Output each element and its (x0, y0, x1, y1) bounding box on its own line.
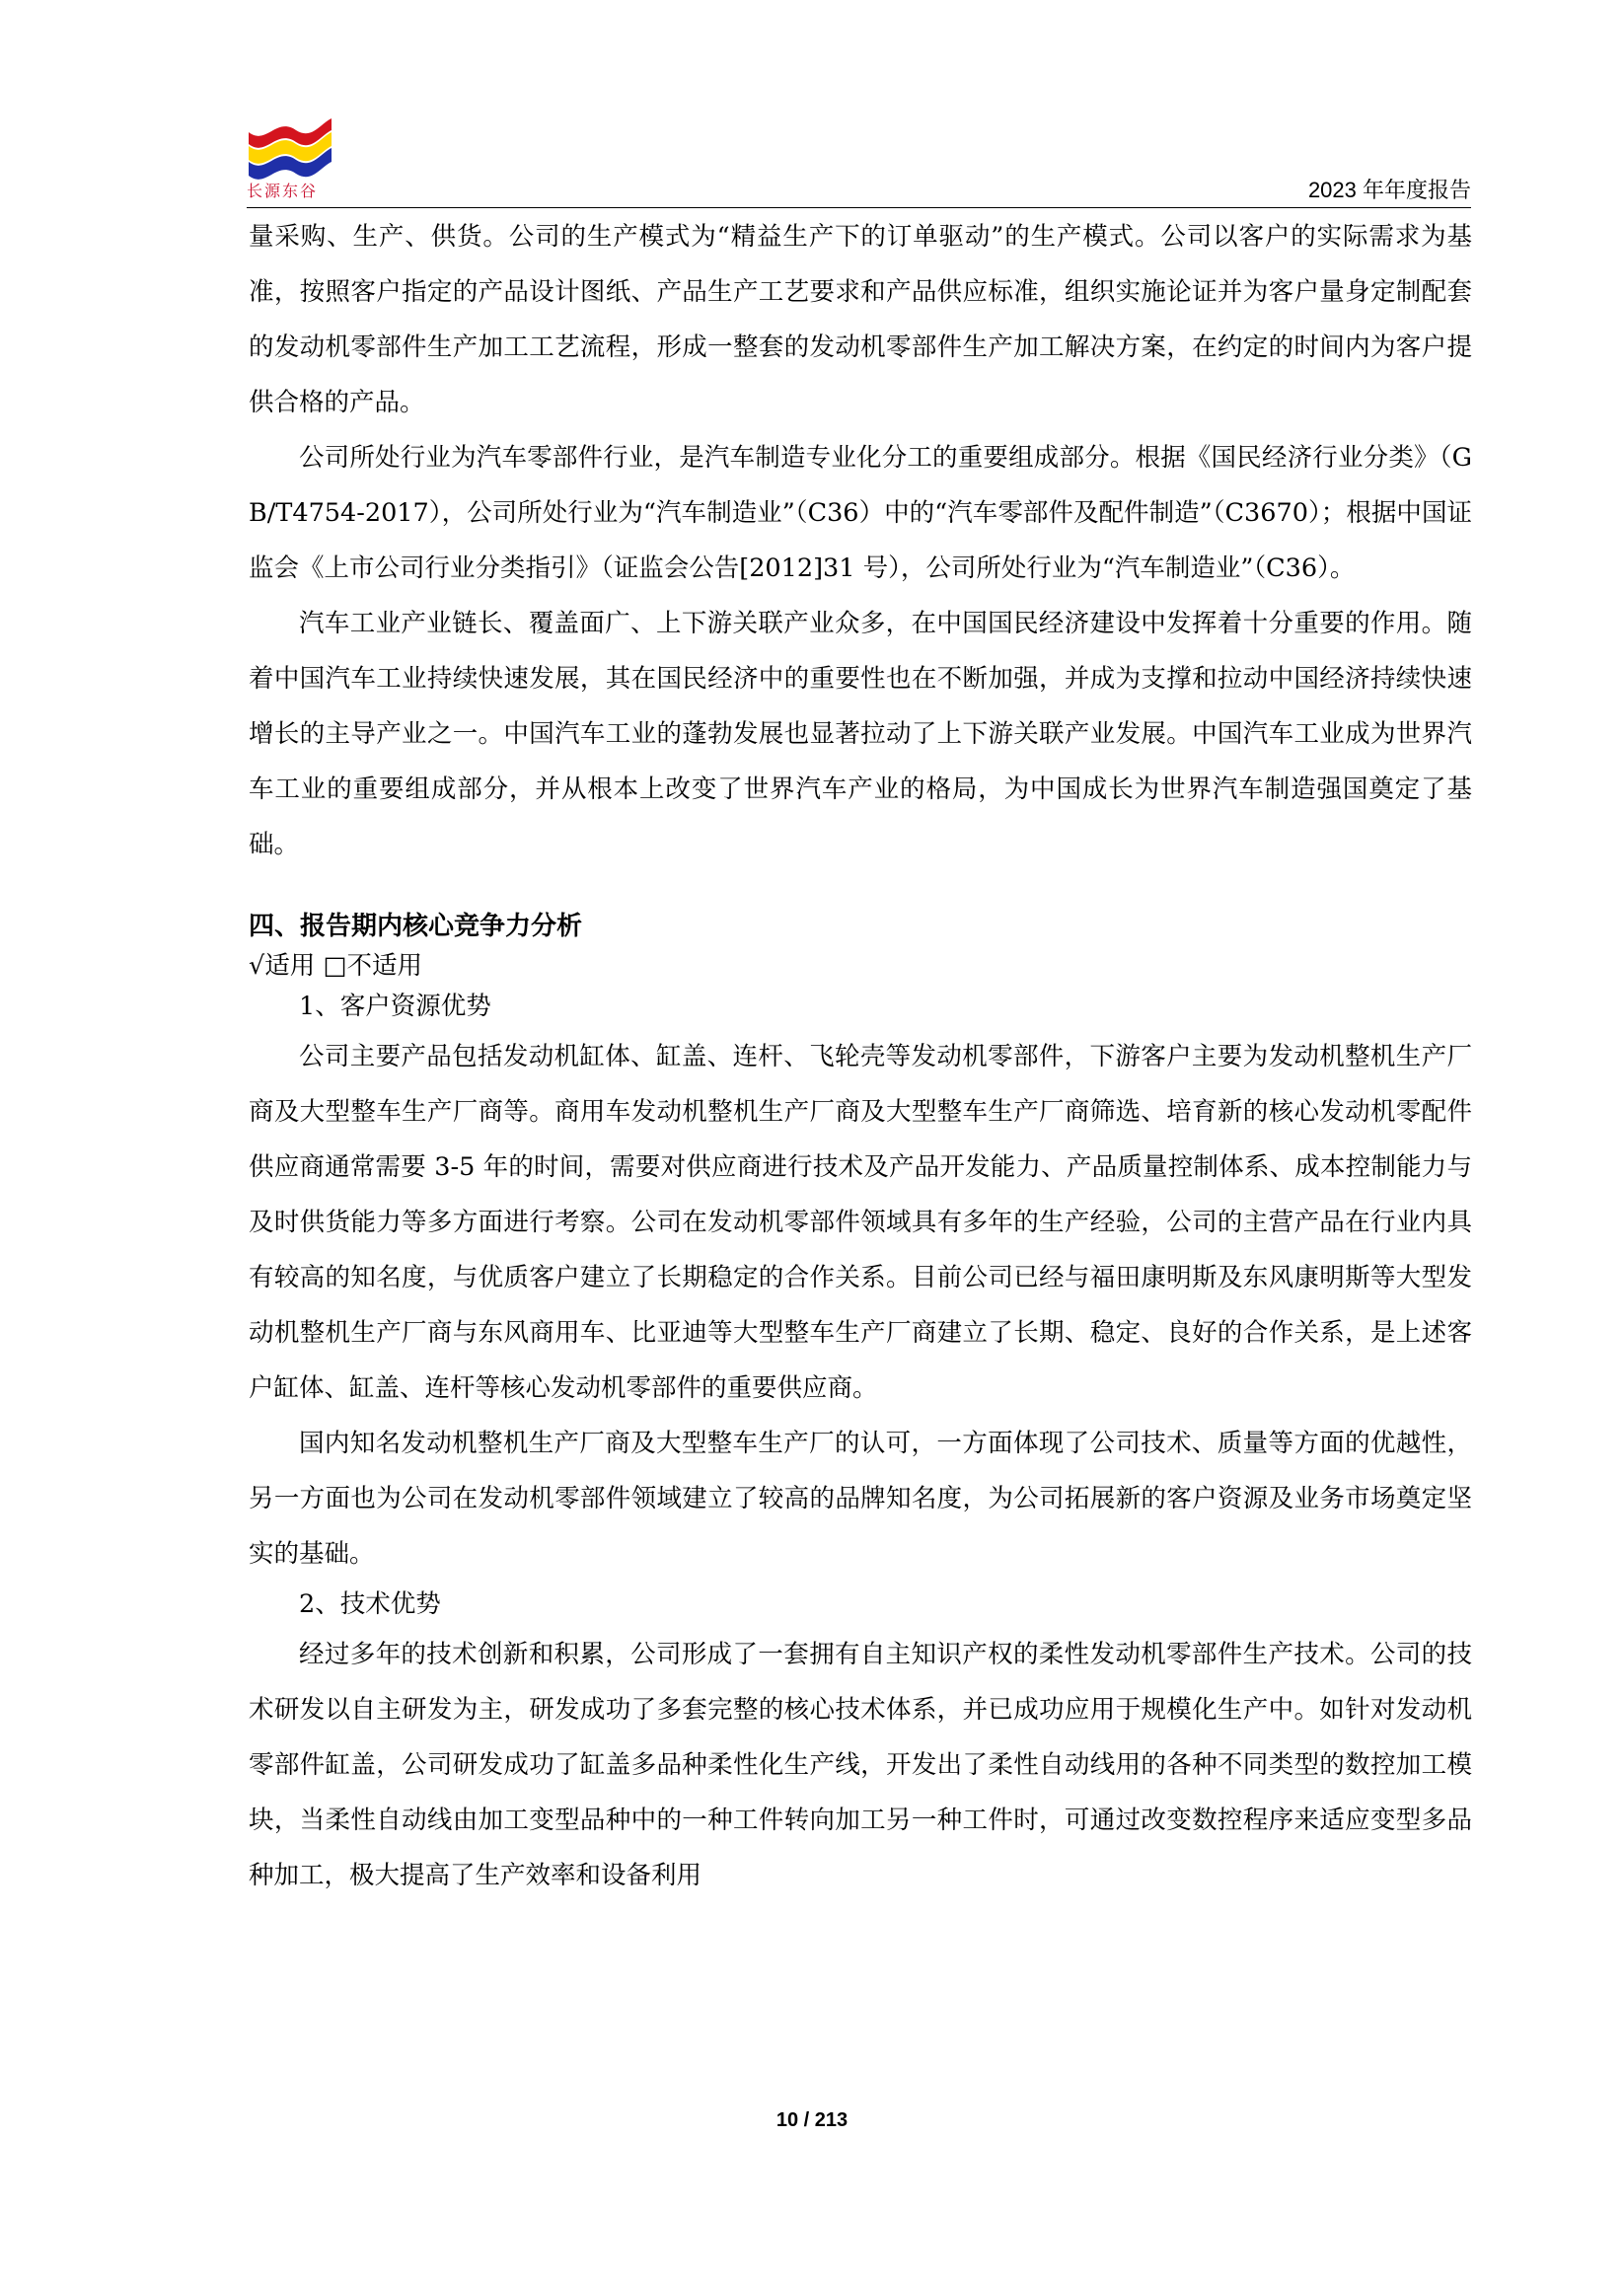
section-title: 四、报告期内核心竞争力分析 (249, 912, 583, 941)
paragraph: 汽车工业产业链长、覆盖面广、上下游关联产业众多，在中国国民经济建设中发挥着十分重要的作用。随着中国汽车工业持续快速发展，其在国民经济中的重要性也在不断加强，并成为支撑和拉动中国经济持续快速增长的主导产业之一。中国汽车工业的蓬勃发展也显著拉动了上下游关联产业发展。中国汽车工业成为世界汽车工业的重要组成部分，并从根本上改变了世界汽车产业的格局，为中国成长为世界汽车制造强国奠定了基础。 (249, 609, 1472, 859)
paragraph: 经过多年的技术创新和积累，公司形成了一套拥有自主知识产权的柔性发动机零部件生产技术。公司的技术研发以自主研发为主，研发成功了多套完整的核心技术体系，并已成功应用于规模化生产中。如针对发动机零部件缸盖，公司研发成功了缸盖多品种柔性化生产线，开发出了柔性自动线用的各种不同类型的数控加工模块，当柔性自动线由加工变型品种中的一种工件转向加工另一种工件时，可通过改变数控程序来适应变型多品种加工，极大提高了生产效率和设备利用 (249, 1640, 1472, 1890)
logo-text: 长源东谷 (247, 182, 319, 200)
paragraph: 量采购、生产、供货。公司的生产模式为“精益生产下的订单驱动”的生产模式。公司以客户的实际需求为基准，按照客户指定的产品设计图纸、产品生产工艺要求和产品供应标准，组织实施论证并为客户量身定制配套的发动机零部件生产加工工艺流程，形成一整套的发动机零部件生产加工解决方案，在约定的时间内为客户提供合格的产品。 (249, 222, 1472, 417)
subsection-heading: 1、客户资源优势 (299, 992, 491, 1021)
page-body (249, 209, 1472, 1903)
report-title: 2023 年年度报告 (1307, 178, 1471, 202)
header-divider (247, 207, 1471, 208)
subsection-heading: 2、技术优势 (299, 1589, 441, 1619)
paragraph: 公司所处行业为汽车零部件行业，是汽车制造专业化分工的重要组成部分。根据《国民经济行业分类》（GB/T4754-2017），公司所处行业为“汽车制造业”（C36）中的“汽车零部件及配件制造”（C3670）；根据中国证监会《上市公司行业分类指引》（证监会公告[2012]31 号），公司所处行业为“汽车制造业”（C36）。 (249, 443, 1472, 583)
page-number: 10 / 213 (775, 2109, 849, 2131)
applicable-checkbox-line: √适用 □不适用 (249, 951, 422, 981)
paragraph: 公司主要产品包括发动机缸体、缸盖、连杆、飞轮壳等发动机零部件，下游客户主要为发动机整机生产厂商及大型整车生产厂商等。商用车发动机整机生产厂商及大型整车生产厂商筛选、培育新的核心发动机零配件供应商通常需要 3-5 年的时间，需要对供应商进行技术及产品开发能力、产品质量控制体系、成本控制能力与及时供货能力等多方面进行考察。公司在发动机零部件领域具有多年的生产经验，公司的主营产品在行业内具有较高的知名度，与优质客户建立了长期稳定的合作关系。目前公司已经与福田康明斯及东风康明斯等大型发动机整机生产厂商与东风商用车、比亚迪等大型整车生产厂商建立了长期、稳定、良好的合作关系，是上述客户缸体、缸盖、连杆等核心发动机零部件的重要供应商。 (249, 1042, 1472, 1403)
paragraph: 国内知名发动机整机生产厂商及大型整车生产厂的认可，一方面体现了公司技术、质量等方面的优越性，另一方面也为公司在发动机零部件领域建立了较高的品牌知名度，为公司拓展新的客户资源及业务市场奠定坚实的基础。 (249, 1429, 1472, 1569)
